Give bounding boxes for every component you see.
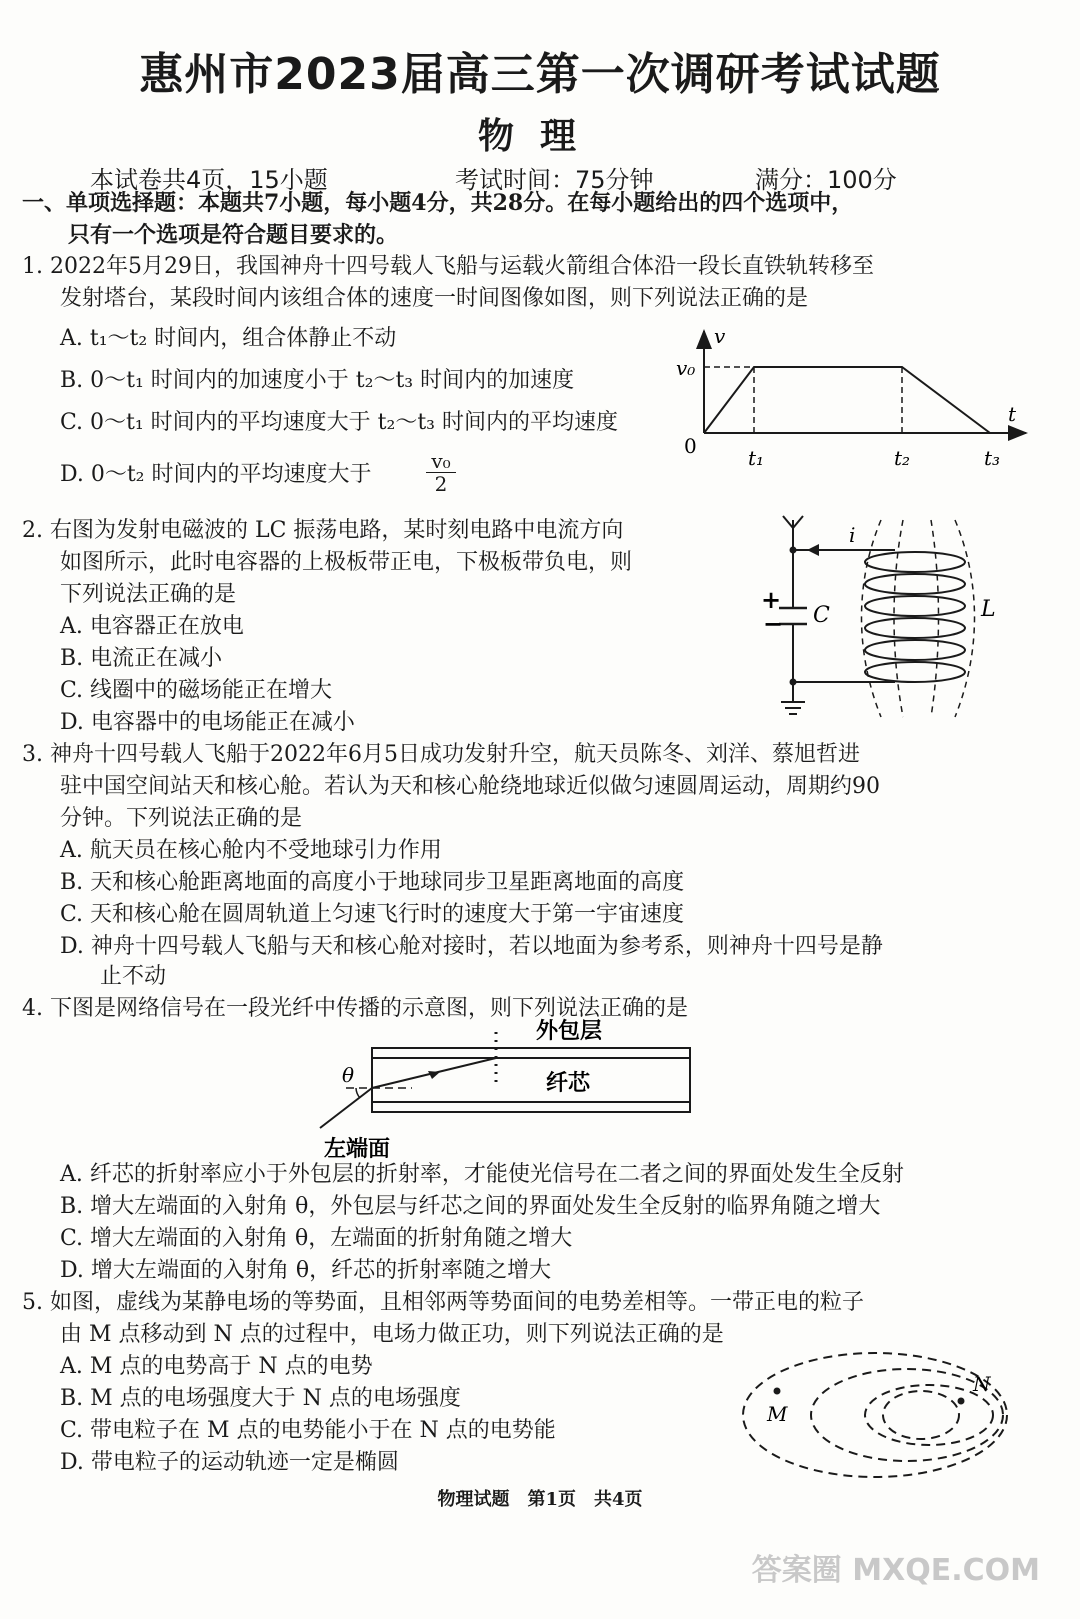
q4-stem: 4. 下图是网络信号在一段光纤中传播的示意图，则下列说法正确的是 xyxy=(22,996,688,1021)
q1-option-b: B. 0～t₁ 时间内的加速度小于 t₂～t₃ 时间内的加速度 xyxy=(60,368,575,393)
q4-theta-label: θ xyxy=(342,1063,355,1087)
q2-antenna xyxy=(783,516,803,544)
q3-stem-cont: 驻中国空间站天和核心舱。若认为天和核心舱绕地球近似做匀速圆周运动，周期约90 xyxy=(60,774,880,799)
q1-option-a: A. t₁～t₂ 时间内，组合体静止不动 xyxy=(60,326,397,351)
q2-option-a: A. 电容器正在放电 xyxy=(60,614,244,639)
q1-stem-cont: 发射塔台，某段时间内该组合体的速度一时间图像如图，则下列说法正确的是 xyxy=(60,286,809,311)
q3-option-b: B. 天和核心舱距离地面的高度小于地球同步卫星距离地面的高度 xyxy=(60,870,685,895)
q2-stem: 2. 右图为发射电磁波的 LC 振荡电路，某时刻电路中电流方向 xyxy=(22,518,624,543)
q4-incident-ray xyxy=(320,1088,372,1128)
q4-option-b: B. 增大左端面的入射角 θ，外包层与纤芯之间的界面处发生全反射的临界角随之增大 xyxy=(60,1194,881,1219)
q4-theta-arc xyxy=(356,1088,360,1098)
q1-t1-label: t₁ xyxy=(748,446,765,470)
q2-inductor-label: L xyxy=(981,597,996,622)
q2-option-b: B. 电流正在减小 xyxy=(60,646,223,671)
q4-core-label: 纤芯 xyxy=(546,1071,591,1096)
q2-current-arrow xyxy=(807,544,819,556)
q1-velocity-line xyxy=(704,367,990,433)
q1-fraction xyxy=(426,450,456,495)
q5-m-label: M xyxy=(767,1402,788,1426)
q2-ground xyxy=(781,702,805,714)
q1-vt-graph xyxy=(670,325,1040,475)
q5-option-a: A. M 点的电势高于 N 点的电势 xyxy=(60,1354,373,1379)
q2-node-bottom xyxy=(790,679,797,686)
q1-option-d: D. 0～t₂ 时间内的平均速度大于 xyxy=(60,462,372,487)
page-footer: 物理试题 第1页 共4页 xyxy=(437,1489,643,1510)
q2-plus-sign: + xyxy=(761,585,782,614)
q2-option-d: D. 电容器中的电场能正在减小 xyxy=(60,710,355,735)
q4-option-d: D. 增大左端面的入射角 θ，纤芯的折射率随之增大 xyxy=(60,1258,552,1283)
q5-option-b: B. M 点的电场强度大于 N 点的电场强度 xyxy=(60,1386,461,1411)
subject-title: 物理 xyxy=(477,116,602,157)
q5-stem-cont: 由 M 点移动到 N 点的过程中，电场力做正功，则下列说法正确的是 xyxy=(60,1322,724,1347)
q1-t2-label: t₂ xyxy=(894,446,911,470)
section-heading: 一、单项选择题：本题共7小题，每小题4分，共28分。在每小题给出的四个选项中， xyxy=(22,190,854,216)
q2-current-label: i xyxy=(849,523,856,547)
q2-option-c: C. 线圈中的磁场能正在增大 xyxy=(60,678,333,703)
q2-lc-circuit xyxy=(755,512,1015,727)
exam-title: 惠州市2023届高三第一次调研考试试题 xyxy=(139,49,941,100)
q3-stem: 3. 神舟十四号载人飞船于2022年6月5日成功发射升空，航天员陈冬、刘洋、蔡旭哲进 xyxy=(22,742,860,767)
time-info: 考试时间：75分钟 xyxy=(455,166,654,194)
score-info: 满分：100分 xyxy=(755,166,897,194)
q1-origin-label: 0 xyxy=(684,434,697,458)
q2-minus-sign: − xyxy=(763,609,784,638)
q5-stem: 5. 如图，虚线为某静电场的等势面，且相邻两等势面间的电势差相等。一带正电的粒子 xyxy=(22,1290,864,1315)
q4-option-a: A. 纤芯的折射率应小于外包层的折射率，才能使光信号在二者之间的界面处发生全反射 xyxy=(60,1162,904,1187)
q5-n-label: N xyxy=(973,1372,991,1396)
q1-stem: 1. 2022年5月29日，我国神舟十四号载人飞船与运载火箭组合体沿一段长直铁轨转移至 xyxy=(22,254,874,279)
q3-option-d-cont: 止不动 xyxy=(100,964,167,989)
q1-fraction-denominator: 2 xyxy=(434,472,448,496)
q1-v-label: v xyxy=(714,325,726,348)
q4-fiber-diagram xyxy=(310,1012,710,1162)
q3-option-c: C. 天和核心舱在圆周轨道上匀速飞行时的速度大于第一宇宙速度 xyxy=(60,902,685,927)
q2-stem-cont: 如图所示，此时电容器的上极板带正电，下极板带负电，则 xyxy=(60,550,633,575)
q2-stem-cont2: 下列说法正确的是 xyxy=(60,582,237,607)
q1-option-c: C. 0～t₁ 时间内的平均速度大于 t₂～t₃ 时间内的平均速度 xyxy=(60,410,618,435)
q1-v0-label: v₀ xyxy=(676,356,696,380)
q3-option-a: A. 航天员在核心舱内不受地球引力作用 xyxy=(60,838,442,863)
q5-equipotential-diagram xyxy=(735,1345,1035,1485)
section-heading-cont: 只有一个选项是符合题目要求的。 xyxy=(68,222,399,248)
q5-option-c: C. 带电粒子在 M 点的电势能小于在 N 点的电势能 xyxy=(60,1418,556,1443)
q2-node-top xyxy=(790,547,797,554)
q2-coil xyxy=(865,552,965,682)
q5-option-d: D. 带电粒子的运动轨迹一定是椭圆 xyxy=(60,1450,399,1475)
q1-t-label: t xyxy=(1008,402,1017,426)
q2-capacitor-label: C xyxy=(813,603,830,628)
q1-t3-label: t₃ xyxy=(984,446,1001,470)
pages-info: 本试卷共4页，15小题 xyxy=(90,166,328,194)
q4-cladding-label: 外包层 xyxy=(536,1019,603,1044)
q4-left-face-label: 左端面 xyxy=(324,1137,391,1162)
q1-fraction-numerator: v₀ xyxy=(426,450,456,473)
q5-point-m xyxy=(774,1388,781,1395)
q4-option-c: C. 增大左端面的入射角 θ，左端面的折射角随之增大 xyxy=(60,1226,573,1251)
q3-option-d: D. 神舟十四号载人飞船与天和核心舱对接时，若以地面为参考系，则神舟十四号是静 xyxy=(60,934,883,959)
watermark: 答案圈 MXQE.COM xyxy=(751,1553,1040,1588)
q3-stem-cont2: 分钟。下列说法正确的是 xyxy=(60,806,303,831)
q5-point-n xyxy=(958,1398,965,1405)
